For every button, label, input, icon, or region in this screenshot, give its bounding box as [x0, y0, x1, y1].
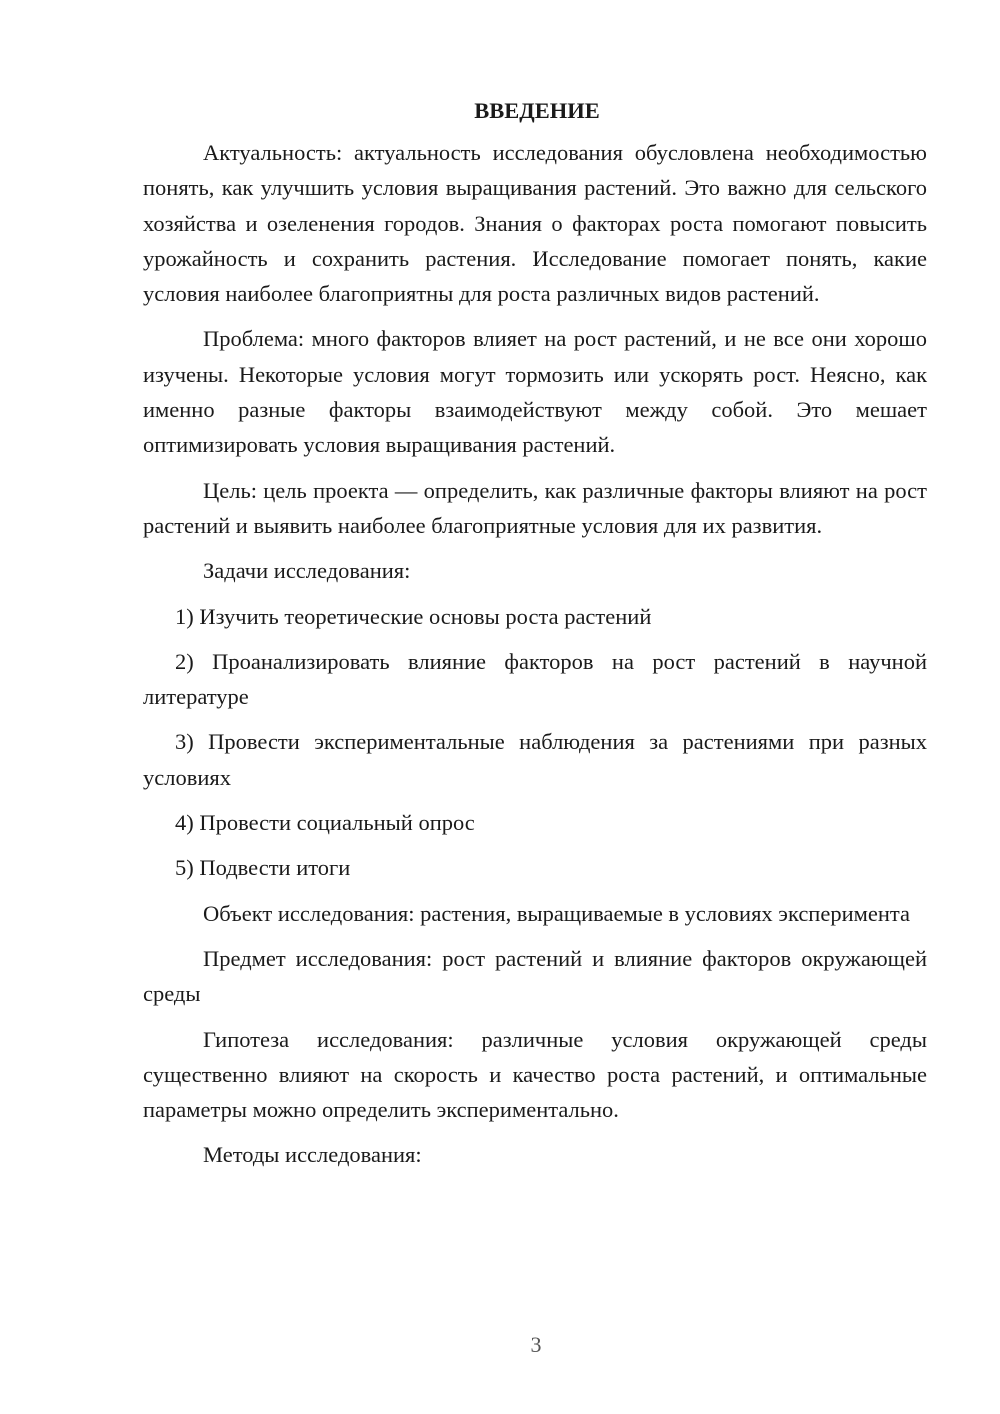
task-item-1: 1) Изучить теоретические основы роста растений	[175, 603, 652, 629]
paragraph-subject: Предмет исследования: рост растений и влияние факторов окружающей среды	[143, 945, 927, 1007]
paragraph-problem: Проблема: много факторов влияет на рост растений, и не все они хорошо изучены. Некоторые условия могут тормозить или ускорять рост. Неясно, как именно разные факторы взаимодействуют между собой. Это мешает оптимизировать условия выращивания растений.	[143, 326, 927, 458]
paragraph-hypothesis: Гипотеза исследования: различные условия окружающей среды существенно влияют на скорость и качество роста растений, и оптимальные параметры можно определить экспериментально.	[143, 1026, 927, 1123]
task-item-2: 2) Проанализировать влияние факторов на рост растений в научной литературе	[143, 648, 927, 710]
section-heading: ВВЕДЕНИЕ	[474, 98, 600, 123]
paragraph-methods-title: Методы исследования:	[203, 1142, 422, 1168]
paragraph-actuality: Актуальность: актуальность исследования обусловлена необходимостью понять, как улучшить условия выращивания растений. Это важно для сельского хозяйства и озеленения городов. Знания о факторах роста помогают повысить урожайность и сохранить растения. Исследование помогает понять, какие условия наиболее благоприятны для роста различных видов растений.	[143, 140, 927, 307]
paragraph-goal: Цель: цель проекта — определить, как различные факторы влияют на рост растений и выявить наиболее благоприятные условия для их развития.	[143, 477, 927, 538]
paragraph-object: Объект исследования: растения, выращиваемые в условиях эксперимента	[203, 900, 910, 926]
page-number: 3	[530, 1332, 542, 1357]
paragraph-tasks-title: Задачи исследования:	[203, 558, 411, 584]
task-item-5: 5) Подвести итоги	[175, 855, 351, 881]
task-item-3: 3) Провести экспериментальные наблюдения за растениями при разных условиях	[143, 729, 927, 790]
task-item-4: 4) Провести социальный опрос	[175, 810, 475, 836]
page-content	[143, 95, 927, 1183]
